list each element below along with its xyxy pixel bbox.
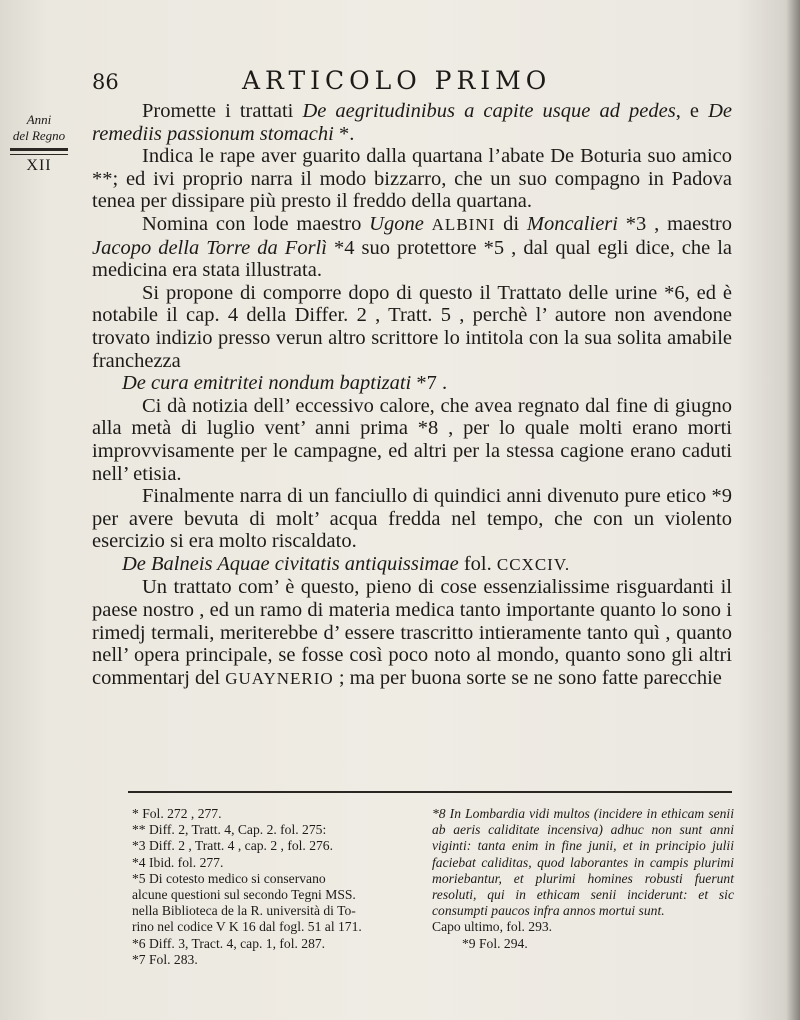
text-span: *3 , maestro — [617, 212, 732, 235]
page-number: 86 — [92, 70, 119, 94]
person-name: Jacopo della Torre da Forlì — [92, 236, 327, 259]
text-span: , e — [675, 100, 709, 122]
author-name: GUAYNERIO — [225, 668, 334, 688]
margin-rule-thin — [10, 154, 68, 155]
place-name: Moncalieri — [526, 212, 618, 235]
page-title: ARTICOLO PRIMO — [242, 66, 552, 95]
footnote-line: nella Biblioteca de la R. università di To- — [132, 903, 356, 919]
text-span: *. — [333, 122, 355, 145]
footnote-line: alcune questioni sul secondo Tegni MSS. — [132, 887, 356, 903]
treatise-title: De cura emitritei nondum baptizati — [122, 372, 412, 395]
running-head — [92, 64, 732, 100]
margin-rule — [10, 148, 68, 151]
footnote-line: rino nel codice V K 16 dal fogl. 51 al 171. — [132, 919, 362, 935]
person-name: Ugone — [369, 212, 424, 235]
text-span: fol. — [458, 552, 497, 575]
paragraph-9 — [92, 576, 732, 690]
paragraph-8 — [92, 553, 732, 577]
footnote-line: Capo ultimo, fol. 293. — [432, 919, 553, 935]
treatise-title: De aegritudinibus a capite usque ad pedes — [302, 100, 676, 122]
text-span: Nomina con lode maestro — [142, 212, 370, 235]
text-span: Promette i trattati — [142, 100, 303, 122]
footnotes-left — [132, 806, 422, 968]
footnotes-right — [432, 806, 734, 952]
paragraph-7: Finalmente narra di un fanciullo di quindici anni divenuto pure etico *9 per avere bevuta di molt’ acqua fredda nel tempo, che con un violento esercizio si era molto riscaldato. — [92, 485, 732, 553]
paragraph-5 — [92, 372, 732, 395]
treatise-title: De Balneis Aquae civitatis antiquissimae — [122, 552, 459, 575]
footnote-latin-quote: *8 In Lombardia vidi multos (incidere in ethicam senii ab aeris caliditate incensiva) adhuc non sunt anni viginti: tanta enim in fine junii, et in principio julii faciebat caliditas, quod laborantes in campis plurimi moriebantur, et plurimi homines robusti fuerunt resoluti, qui in ethicam senii inciderunt: et sic consumpti paucos infra annos mortui sunt. — [432, 806, 734, 919]
margin-reign-year: XII — [26, 157, 52, 174]
person-surname: ALBINI — [431, 214, 496, 234]
paragraph-3 — [92, 213, 732, 282]
treatise-title: De remediis passionum stomachi — [92, 100, 732, 145]
footnote-line: *9 Fol. 294. — [462, 935, 528, 951]
paragraph-2: Indica le rape aver guarito dalla quartana l’abate De Boturia suo amico **; ed ivi proprio narra il modo bizzarro, che un suo compagno in Padova tenea per dissipare più presto il freddo della quartana. — [92, 145, 732, 213]
footnote-line: *4 Ibid. fol. 277. — [132, 854, 224, 870]
footnote-line: *3 Diff. 2 , Tratt. 4 , cap. 2 , fol. 276. — [132, 838, 334, 854]
text-span: *7 . — [411, 372, 448, 395]
paragraph-1 — [92, 100, 732, 145]
text-span: di — [495, 212, 527, 235]
text-span: Un trattato com’ è questo, pieno di cose essenzialissime risguardanti il paese nostro , ed un ramo di materia medica tanto importante quanto lo sono i rimedj termali, meriterebbe d’ essere trascritto intieramente tanto quì , quanto nell’ opera principale, se fosse così poco noto al mondo, quanto sono gli altri commentarj del — [92, 576, 732, 689]
paragraph-4: Si propone di comporre dopo di questo il Trattato delle urine *6, ed è notabile il cap. 4 della Differ. 2 , Tratt. 5 , perchè l’ autore non avendone trovato indizio presso verun altro scrittore lo intitola con la sua solita amabile franchezza — [92, 281, 732, 372]
main-text — [92, 100, 732, 690]
footnote-line: * Fol. 272 , 277. — [132, 806, 222, 821]
paragraph-6: Ci dà notizia dell’ eccessivo calore, che avea regnato dal fine di giugno alla metà di luglio vent’ anni prima *8 , per lo quale molti erano morti improvvisamente per le campagne, ed altri per la stessa cagione erano caduti nell’ etisia. — [92, 394, 732, 485]
folio-number: CCXCIV. — [496, 554, 571, 574]
footnote-line: *5 Di cotesto medico si conservano — [132, 870, 326, 886]
footnote-rule — [128, 791, 732, 793]
page-spine-shadow — [786, 0, 800, 1020]
footnote-line: *7 Fol. 283. — [132, 951, 198, 967]
footnote-line: ** Diff. 2, Tratt. 4, Cap. 2. fol. 275: — [132, 822, 327, 838]
text-span: *4 suo protettore *5 , dal qual egli dice, che la medicina era stata illustrata. — [92, 236, 732, 282]
margin-anni: Anni — [26, 112, 52, 127]
text-span: ; ma per buona sorte se ne sono fatte parecchie — [333, 666, 722, 689]
footnote-line: *6 Diff. 3, Tract. 4, cap. 1, fol. 287. — [132, 935, 326, 951]
margin-note — [8, 112, 70, 174]
margin-del-regno: del Regno — [12, 128, 66, 143]
